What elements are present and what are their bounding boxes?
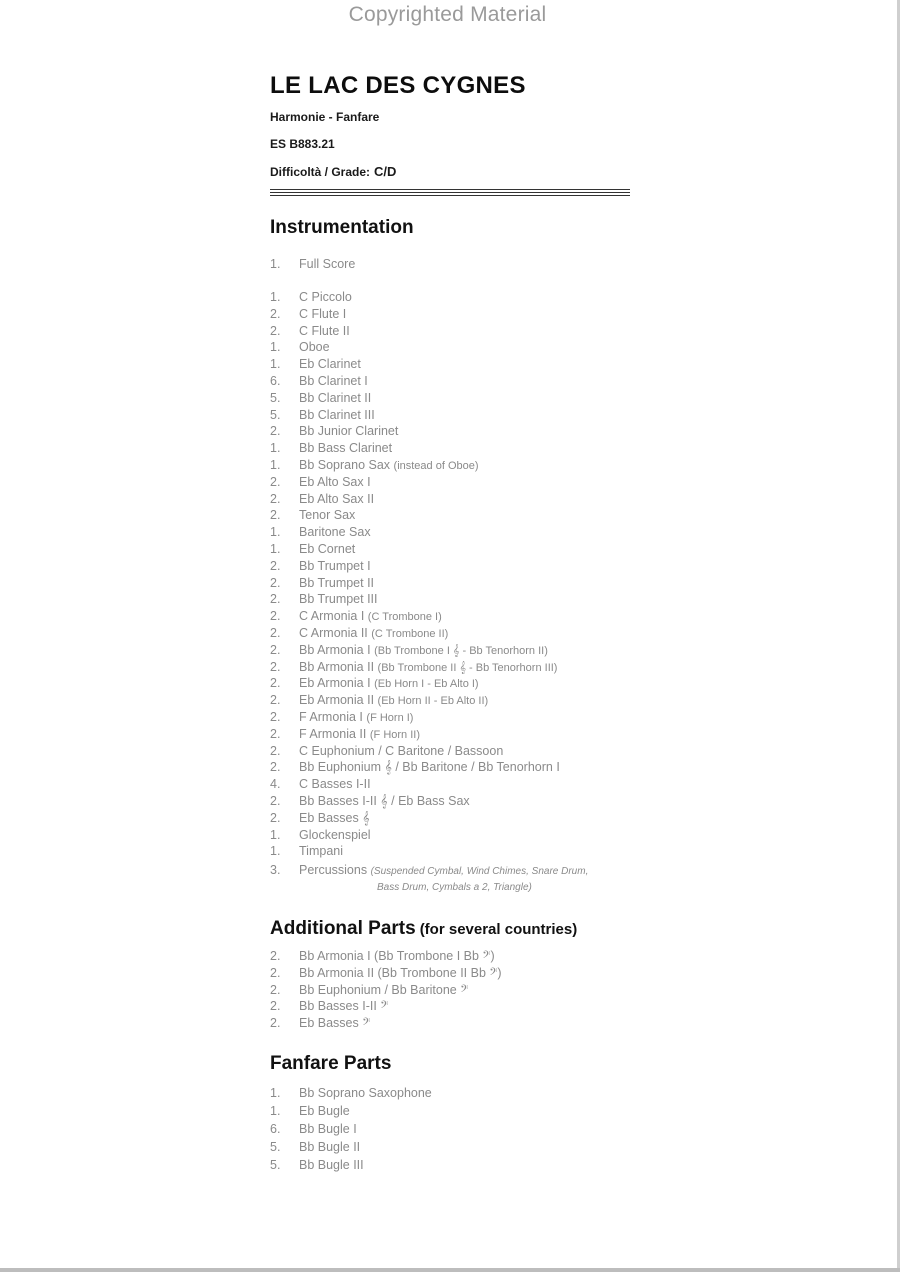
item-name: Bb Trumpet I <box>299 558 371 573</box>
part-list-item <box>270 982 468 999</box>
item-name: C Flute II <box>299 323 350 338</box>
part-list-item <box>270 306 346 323</box>
item-quantity: 2. <box>270 999 281 1014</box>
part-list-item <box>270 591 378 608</box>
item-quantity: 6. <box>270 374 281 388</box>
part-list-item <box>270 1121 357 1138</box>
item-name: Bb Clarinet I <box>299 374 368 388</box>
item-quantity: 1. <box>270 542 281 556</box>
item-quantity: 2. <box>270 693 281 708</box>
item-note: (Bb Trombone I 𝄞 - Bb Tenorhorn II) <box>374 644 548 657</box>
item-name: Full Score <box>299 257 356 271</box>
item-quantity: 1. <box>270 290 281 304</box>
part-list-item <box>270 407 375 424</box>
part-list-item <box>270 524 371 541</box>
item-quantity: 2. <box>270 592 281 607</box>
item-quantity: 2. <box>270 949 281 963</box>
item-note: (Eb Horn II - Eb Alto II) <box>377 695 489 708</box>
item-name: Baritone Sax <box>299 525 371 540</box>
part-list-item <box>270 726 420 743</box>
part-list-item <box>270 793 470 810</box>
item-name: C Basses I-II <box>299 777 371 792</box>
item-name: Bb Bugle III <box>299 1158 364 1172</box>
part-list-item <box>270 507 355 524</box>
heading-text: Additional Parts <box>270 918 416 939</box>
part-list-item <box>270 339 330 356</box>
item-quantity: 1. <box>270 340 281 355</box>
item-name: Bb Euphonium / Bb Baritone 𝄢 <box>299 982 469 997</box>
item-quantity: 1. <box>270 1086 281 1100</box>
item-quantity: 2. <box>270 424 281 439</box>
item-quantity: 5. <box>270 390 281 405</box>
item-quantity: 2. <box>270 642 281 657</box>
grade-value: C/D <box>374 164 397 179</box>
item-name: Percussions <box>299 863 368 877</box>
part-list-item <box>270 474 371 491</box>
part-list-item <box>270 440 392 457</box>
item-quantity: 1. <box>270 441 281 456</box>
item-name: C Armonia II <box>299 626 368 640</box>
divider-rule <box>270 192 630 193</box>
part-list-item <box>270 323 350 340</box>
item-name: Bb Armonia I (Bb Trombone I Bb 𝄢) <box>299 949 495 963</box>
item-quantity: 3. <box>270 863 281 877</box>
part-list-item <box>270 608 442 625</box>
item-quantity: 2. <box>270 743 281 758</box>
part-list-item <box>270 1139 360 1156</box>
part-list-item <box>270 827 371 844</box>
item-quantity: 2. <box>270 1016 281 1031</box>
item-name: Bb Armonia II <box>299 659 375 674</box>
part-list-item <box>270 709 413 726</box>
percussion-item <box>270 862 588 879</box>
item-name: Eb Basses 𝄞 <box>299 810 370 825</box>
item-note: (C Trombone I) <box>367 611 442 624</box>
part-list-item <box>270 843 343 860</box>
part-list-item <box>270 558 371 575</box>
part-list-item <box>270 675 479 692</box>
fanfare-parts-heading: Fanfare Parts <box>270 1053 392 1074</box>
item-name: Bb Basses I-II 𝄢 <box>299 999 389 1014</box>
part-list-item <box>270 625 448 642</box>
item-name: Bb Armonia I <box>299 642 371 657</box>
item-name: Glockenspiel <box>299 827 371 842</box>
part-list-item <box>270 642 548 659</box>
item-note: (C Trombone II) <box>371 628 449 640</box>
part-list-item <box>270 1085 432 1102</box>
item-name: C Armonia I <box>299 609 365 624</box>
item-name: Tenor Sax <box>299 508 356 523</box>
item-name: Oboe <box>299 340 330 355</box>
item-name: C Piccolo <box>299 290 352 304</box>
item-name: Bb Bugle I <box>299 1122 357 1136</box>
part-list-item <box>270 692 488 709</box>
instrumentation-heading: Instrumentation <box>270 217 414 238</box>
item-name: Eb Armonia II <box>299 693 375 708</box>
item-quantity: 5. <box>270 407 281 422</box>
part-list-item <box>270 1015 370 1032</box>
part-list-item <box>270 810 370 827</box>
page-title: LE LAC DES CYGNES <box>270 72 526 99</box>
ensemble-type: Harmonie - Fanfare <box>270 110 380 124</box>
part-list-item <box>270 998 388 1015</box>
item-name: Eb Armonia I <box>299 676 371 691</box>
item-quantity: 1. <box>270 257 281 271</box>
item-quantity: 2. <box>270 726 281 741</box>
item-quantity: 2. <box>270 306 281 321</box>
item-name: C Euphonium / C Baritone / Bassoon <box>299 743 504 758</box>
item-quantity: 4. <box>270 777 281 792</box>
item-quantity: 1. <box>270 844 281 859</box>
grade-line <box>270 164 396 179</box>
item-quantity: 2. <box>270 659 281 674</box>
item-quantity: 2. <box>270 676 281 691</box>
item-name: Bb Soprano Saxophone <box>299 1086 432 1100</box>
part-list-item <box>270 541 355 558</box>
item-quantity: 2. <box>270 794 281 808</box>
item-quantity: 1. <box>270 1104 281 1118</box>
grade-label: Difficoltà / Grade: <box>270 165 371 179</box>
item-quantity: 1. <box>270 827 281 842</box>
item-note: (F Horn I) <box>366 712 414 724</box>
heading-subtext: (for several countries) <box>419 921 578 938</box>
item-name: Bb Clarinet III <box>299 407 375 422</box>
item-name: F Armonia I <box>299 710 363 724</box>
part-list-item <box>270 457 479 474</box>
item-quantity: 2. <box>270 491 281 506</box>
item-quantity: 2. <box>270 575 281 590</box>
item-name: Eb Bugle <box>299 1104 350 1118</box>
item-quantity: 1. <box>270 525 281 540</box>
item-name: Eb Alto Sax I <box>299 474 371 489</box>
item-quantity: 2. <box>270 323 281 338</box>
page-edge <box>0 1268 900 1272</box>
item-quantity: 2. <box>270 810 281 825</box>
item-quantity: 2. <box>270 626 281 640</box>
percussion-note-continued: Bass Drum, Cymbals a 2, Triangle) <box>377 882 532 893</box>
item-name: Timpani <box>299 844 343 859</box>
item-name: F Armonia II <box>299 726 367 741</box>
item-note: (F Horn II) <box>369 728 420 741</box>
item-name: Bb Euphonium 𝄞 / Bb Baritone / Bb Tenorhorn I <box>299 760 560 775</box>
part-list-item <box>270 659 557 676</box>
part-list-item <box>270 759 560 776</box>
additional-parts-heading <box>270 918 577 940</box>
item-quantity: 1. <box>270 357 281 372</box>
item-quantity: 2. <box>270 965 281 980</box>
divider-rule <box>270 189 630 190</box>
item-quantity: 2. <box>270 609 281 624</box>
part-list-item <box>270 356 361 373</box>
part-list-item <box>270 1103 350 1120</box>
part-list-item <box>270 423 398 440</box>
part-list-item <box>270 1157 364 1174</box>
part-list-item <box>270 965 502 982</box>
part-list-item <box>270 948 495 965</box>
item-name: C Flute I <box>299 306 347 321</box>
part-list-item <box>270 491 374 508</box>
divider-rule <box>270 195 630 196</box>
catalog-number: ES B883.21 <box>270 137 335 151</box>
item-name: Eb Clarinet <box>299 357 361 372</box>
item-name: Eb Basses 𝄢 <box>299 1016 371 1031</box>
item-quantity: 2. <box>270 982 281 997</box>
item-note: (instead of Oboe) <box>393 460 479 472</box>
item-quantity: 1. <box>270 458 281 472</box>
item-quantity: 2. <box>270 474 281 489</box>
item-quantity: 5. <box>270 1140 281 1154</box>
item-note: (Suspended Cymbal, Wind Chimes, Snare Drum, <box>370 866 589 877</box>
item-quantity: 2. <box>270 558 281 573</box>
item-quantity: 6. <box>270 1122 281 1136</box>
part-list-item <box>270 373 368 390</box>
item-name: Eb Cornet <box>299 542 356 556</box>
item-name: Bb Armonia II (Bb Trombone II Bb 𝄢) <box>299 965 502 980</box>
copyright-watermark: Copyrighted Material <box>348 3 547 26</box>
part-list-item <box>270 390 371 407</box>
part-list-item <box>270 289 352 306</box>
item-note: (Bb Trombone II 𝄞 - Bb Tenorhorn III) <box>377 661 558 674</box>
full-score-item <box>270 256 355 273</box>
part-list-item <box>270 743 503 760</box>
part-list-item <box>270 575 374 592</box>
item-name: Bb Clarinet II <box>299 390 372 405</box>
item-name: Bb Bass Clarinet <box>299 441 393 456</box>
item-name: Bb Bugle II <box>299 1140 361 1154</box>
part-list-item <box>270 776 371 793</box>
item-name: Bb Trumpet III <box>299 592 378 607</box>
item-name: Eb Alto Sax II <box>299 491 375 506</box>
item-name: Bb Soprano Sax <box>299 458 391 472</box>
item-quantity: 2. <box>270 508 281 523</box>
item-quantity: 5. <box>270 1158 281 1172</box>
item-name: Bb Basses I-II 𝄞 / Eb Bass Sax <box>299 794 470 808</box>
item-quantity: 2. <box>270 710 281 724</box>
item-quantity: 2. <box>270 760 281 775</box>
item-note: (Eb Horn I - Eb Alto I) <box>374 678 479 691</box>
item-name: Bb Junior Clarinet <box>299 424 399 439</box>
item-name: Bb Trumpet II <box>299 575 375 590</box>
